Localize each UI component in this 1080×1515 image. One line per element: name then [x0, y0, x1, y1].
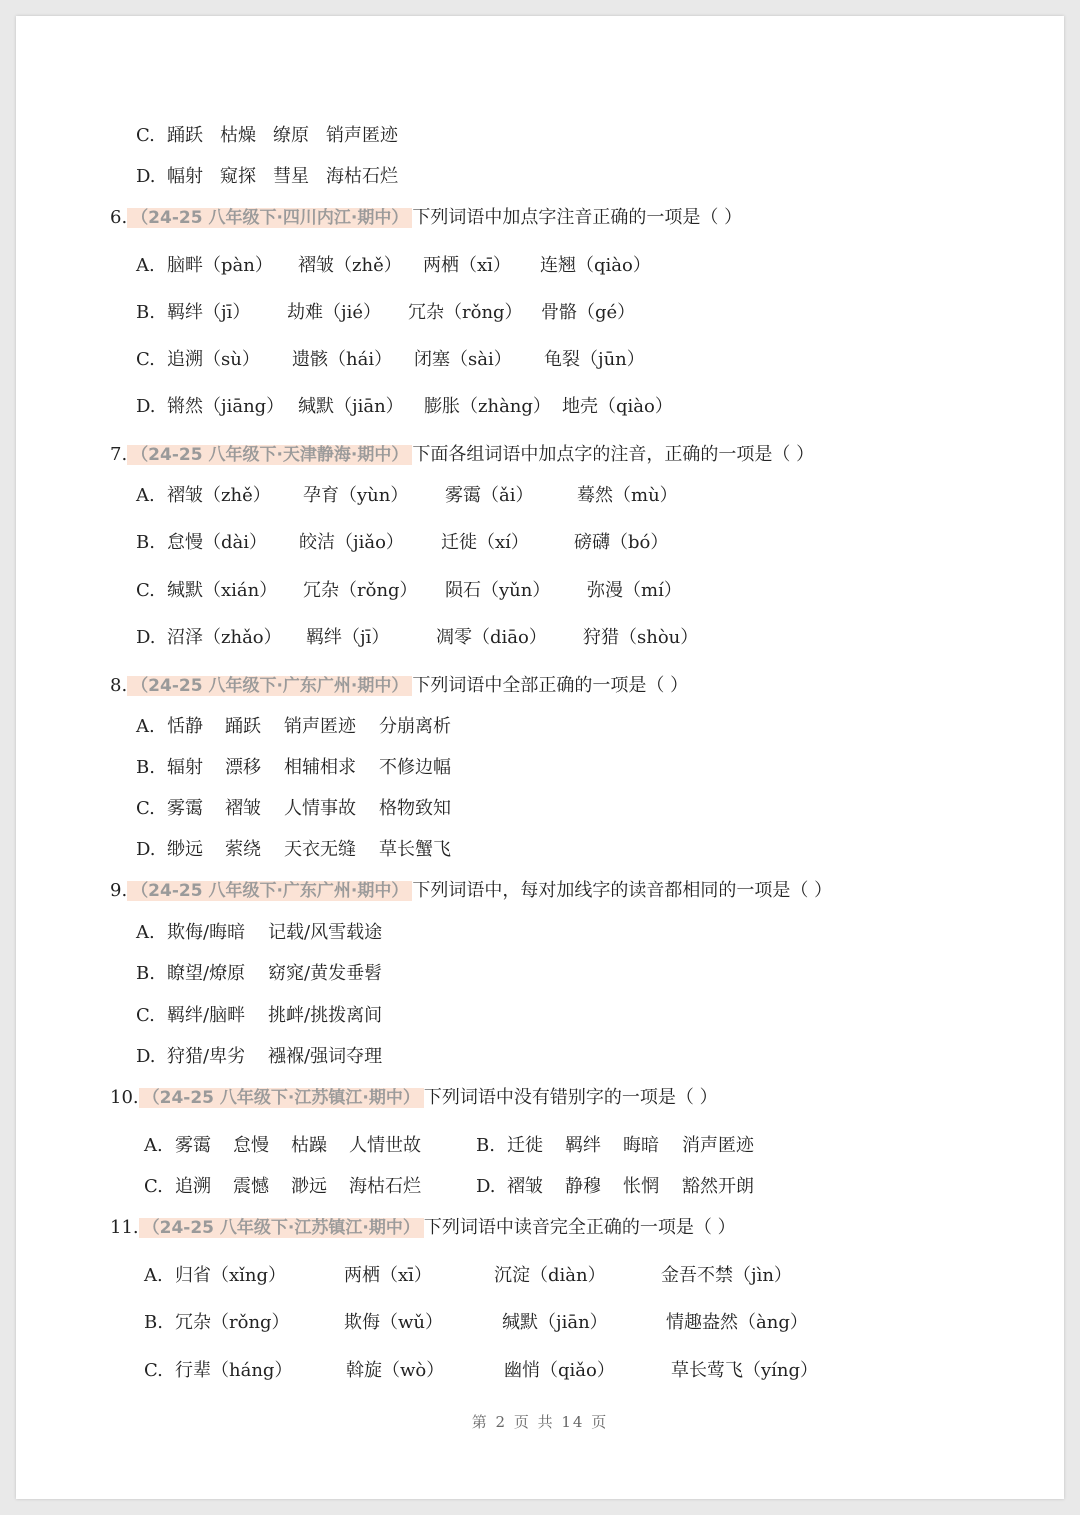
option-word: 锵然（jiāng） — [167, 396, 285, 417]
question-text: 下列词语中没有错别字的一项是（ ） — [423, 1087, 718, 1108]
source-tag: （24-25 八年级下·四川内江·期中） — [127, 208, 412, 228]
option-word: 弥漫（mí） — [587, 580, 682, 601]
option-word: 销声匿迹 — [284, 716, 356, 737]
option-word: 雾霭 — [167, 798, 203, 819]
option-letter: D. — [136, 627, 156, 648]
option-word: 辐射 — [167, 757, 203, 778]
option-word: 狩猎（shòu） — [583, 627, 699, 648]
option-word: 褶皱（zhě） — [298, 255, 402, 276]
option-word-pair: 挑衅/挑拨离间 — [268, 1005, 383, 1026]
question-number: 6. — [110, 207, 128, 228]
question-8-stem — [110, 675, 688, 697]
option-letter: C. — [136, 1005, 155, 1026]
question-text: 下列词语中全部正确的一项是（ ） — [412, 675, 689, 696]
option-word: 归省（xǐng） — [175, 1265, 287, 1286]
option-word: 海枯石烂 — [349, 1176, 421, 1197]
option-word: 两栖（xī） — [423, 255, 511, 276]
option-word: 情趣盎然（àng） — [666, 1312, 808, 1333]
option-word: 褶皱（zhě） — [167, 485, 271, 506]
option-word: 豁然开朗 — [682, 1176, 754, 1197]
option-word: 草长蟹飞 — [379, 839, 451, 860]
option-word: 缄默（jiān） — [502, 1312, 608, 1333]
option-word: 枯燥 — [220, 125, 256, 146]
option-word: 欺侮（wǔ） — [344, 1312, 443, 1333]
question-text: 下列词语中，每对加线字的读音都相同的一项是（ ） — [412, 880, 833, 901]
option-word: 追溯 — [175, 1176, 211, 1197]
option-word: 褶皱 — [225, 798, 261, 819]
option-letter: B. — [136, 757, 155, 778]
option-word: 劫难（jié） — [287, 302, 381, 323]
option-letter: D. — [136, 166, 156, 187]
option-word: 销声匿迹 — [326, 125, 398, 146]
question-7-stem — [110, 444, 814, 466]
question-number: 7. — [110, 444, 128, 465]
question-number: 11. — [110, 1217, 139, 1238]
question-number: 9. — [110, 880, 128, 901]
option-word: 萦绕 — [225, 839, 261, 860]
option-letter: C. — [136, 580, 155, 601]
option-word: 人情事故 — [284, 798, 356, 819]
option-word: 分崩离析 — [379, 716, 451, 737]
option-word: 彗星 — [273, 166, 309, 187]
option-word: 行辈（háng） — [175, 1360, 293, 1381]
option-word: 冗杂（rǒng） — [303, 580, 418, 601]
option-letter: C. — [136, 349, 155, 370]
option-word: 骨骼（gé） — [541, 302, 636, 323]
option-word: 磅礴（bó） — [574, 532, 669, 553]
option-word: 人情世故 — [349, 1135, 421, 1156]
option-word: 地壳（qiào） — [562, 396, 673, 417]
source-tag: （24-25 八年级下·天津静海·期中） — [127, 445, 412, 465]
question-text: 下列词语中读音完全正确的一项是（ ） — [423, 1217, 736, 1238]
option-word: 冗杂（rǒng） — [175, 1312, 290, 1333]
option-letter: B. — [136, 302, 155, 323]
question-6-stem — [110, 207, 742, 229]
option-word: 羁绊（jī） — [306, 627, 390, 648]
option-word: 格物致知 — [379, 798, 451, 819]
option-word: 沼泽（zhǎo） — [167, 627, 282, 648]
option-word: 缄默（jiān） — [298, 396, 404, 417]
option-word: 羁绊（jī） — [167, 302, 251, 323]
option-word: 震憾 — [233, 1176, 269, 1197]
option-letter: A. — [144, 1135, 163, 1156]
option-word: 金吾不禁（jìn） — [661, 1265, 792, 1286]
option-word: 雾霭 — [175, 1135, 211, 1156]
option-word: 怠慢（dài） — [167, 532, 268, 553]
option-word: 膨胀（zhàng） — [424, 396, 551, 417]
page-footer: 第 2 页 共 14 页 — [471, 1413, 609, 1431]
option-word: 缄默（xián） — [167, 580, 278, 601]
option-word: 踊跃 — [167, 125, 203, 146]
option-word: 幽悄（qiǎo） — [504, 1360, 615, 1381]
option-word: 相辅相求 — [284, 757, 356, 778]
option-letter: A. — [136, 255, 155, 276]
option-word: 连翘（qiào） — [540, 255, 651, 276]
option-word: 褶皱 — [507, 1176, 543, 1197]
option-word: 渺远 — [291, 1176, 327, 1197]
option-letter: B. — [136, 963, 155, 984]
option-word: 漂移 — [225, 757, 261, 778]
option-word: 天衣无缝 — [284, 839, 356, 860]
option-letter: D. — [476, 1176, 496, 1197]
option-word: 窥探 — [220, 166, 256, 187]
option-word: 凋零（diāo） — [436, 627, 547, 648]
option-word-pair: 羁绊/脑畔 — [167, 1005, 246, 1026]
option-word-pair: 窈窕/黄发垂髫 — [268, 963, 383, 984]
option-word: 怠慢 — [233, 1135, 269, 1156]
option-word: 恬静 — [167, 716, 203, 737]
option-word: 孕育（yùn） — [303, 485, 409, 506]
option-word: 踊跃 — [225, 716, 261, 737]
option-letter: C. — [144, 1176, 163, 1197]
option-word: 幅射 — [167, 166, 203, 187]
option-word: 脑畔（pàn） — [167, 255, 273, 276]
option-word: 缈远 — [167, 839, 203, 860]
option-letter: D. — [136, 396, 156, 417]
option-letter: B. — [136, 532, 155, 553]
question-number: 10. — [110, 1087, 139, 1108]
option-letter: C. — [136, 125, 155, 146]
option-word: 晦暗 — [623, 1135, 659, 1156]
option-word-pair: 记载/风雪载途 — [268, 922, 383, 943]
option-word: 枯躁 — [291, 1135, 327, 1156]
source-tag: （24-25 八年级下·广东广州·期中） — [127, 881, 412, 901]
option-word: 冗杂（rǒng） — [408, 302, 523, 323]
question-text: 下列词语中加点字注音正确的一项是（ ） — [412, 207, 743, 228]
option-word: 羁绊 — [565, 1135, 601, 1156]
option-word-pair: 狩猎/卑劣 — [167, 1046, 246, 1067]
option-letter: A. — [136, 716, 155, 737]
option-word: 追溯（sù） — [167, 349, 260, 370]
option-word: 海枯石烂 — [326, 166, 398, 187]
question-9-stem — [110, 880, 832, 902]
option-word: 蓦然（mù） — [577, 485, 678, 506]
option-word: 迁徙（xí） — [441, 532, 529, 553]
option-word: 两栖（xī） — [344, 1265, 432, 1286]
option-word: 静穆 — [565, 1176, 601, 1197]
option-word: 怅惘 — [623, 1176, 659, 1197]
source-tag: （24-25 八年级下·广东广州·期中） — [127, 676, 412, 696]
option-word: 遗骸（hái） — [292, 349, 393, 370]
option-letter: B. — [476, 1135, 495, 1156]
option-word: 闭塞（sài） — [414, 349, 512, 370]
option-letter: D. — [136, 839, 156, 860]
option-letter: A. — [144, 1265, 163, 1286]
option-letter: C. — [144, 1360, 163, 1381]
question-10-stem — [110, 1087, 718, 1109]
option-word-pair: 瞭望/燎原 — [167, 963, 246, 984]
question-11-stem — [110, 1217, 736, 1239]
option-letter: D. — [136, 1046, 156, 1067]
option-word-pair: 襁褓/强词夺理 — [268, 1046, 383, 1067]
option-letter: B. — [144, 1312, 163, 1333]
option-word: 迁徙 — [507, 1135, 543, 1156]
option-letter: C. — [136, 798, 155, 819]
option-word: 不修边幅 — [379, 757, 451, 778]
option-word: 皎洁（jiǎo） — [299, 532, 404, 553]
option-word-pair: 欺侮/晦暗 — [167, 922, 246, 943]
option-word: 龟裂（jūn） — [544, 349, 645, 370]
option-word: 缭原 — [273, 125, 309, 146]
option-word: 斡旋（wò） — [346, 1360, 445, 1381]
question-text: 下面各组词语中加点字的注音，正确的一项是（ ） — [412, 444, 815, 465]
exam-page — [16, 16, 1064, 1499]
option-word: 沉淀（diàn） — [494, 1265, 606, 1286]
option-letter: A. — [136, 485, 155, 506]
source-tag: （24-25 八年级下·江苏镇江·期中） — [139, 1088, 424, 1108]
option-word: 雾霭（ǎi） — [445, 485, 534, 506]
source-tag: （24-25 八年级下·江苏镇江·期中） — [139, 1218, 424, 1238]
option-word: 消声匿迹 — [682, 1135, 754, 1156]
option-word: 草长莺飞（yíng） — [671, 1360, 819, 1381]
option-word: 陨石（yǔn） — [445, 580, 551, 601]
question-number: 8. — [110, 675, 128, 696]
option-letter: A. — [136, 922, 155, 943]
